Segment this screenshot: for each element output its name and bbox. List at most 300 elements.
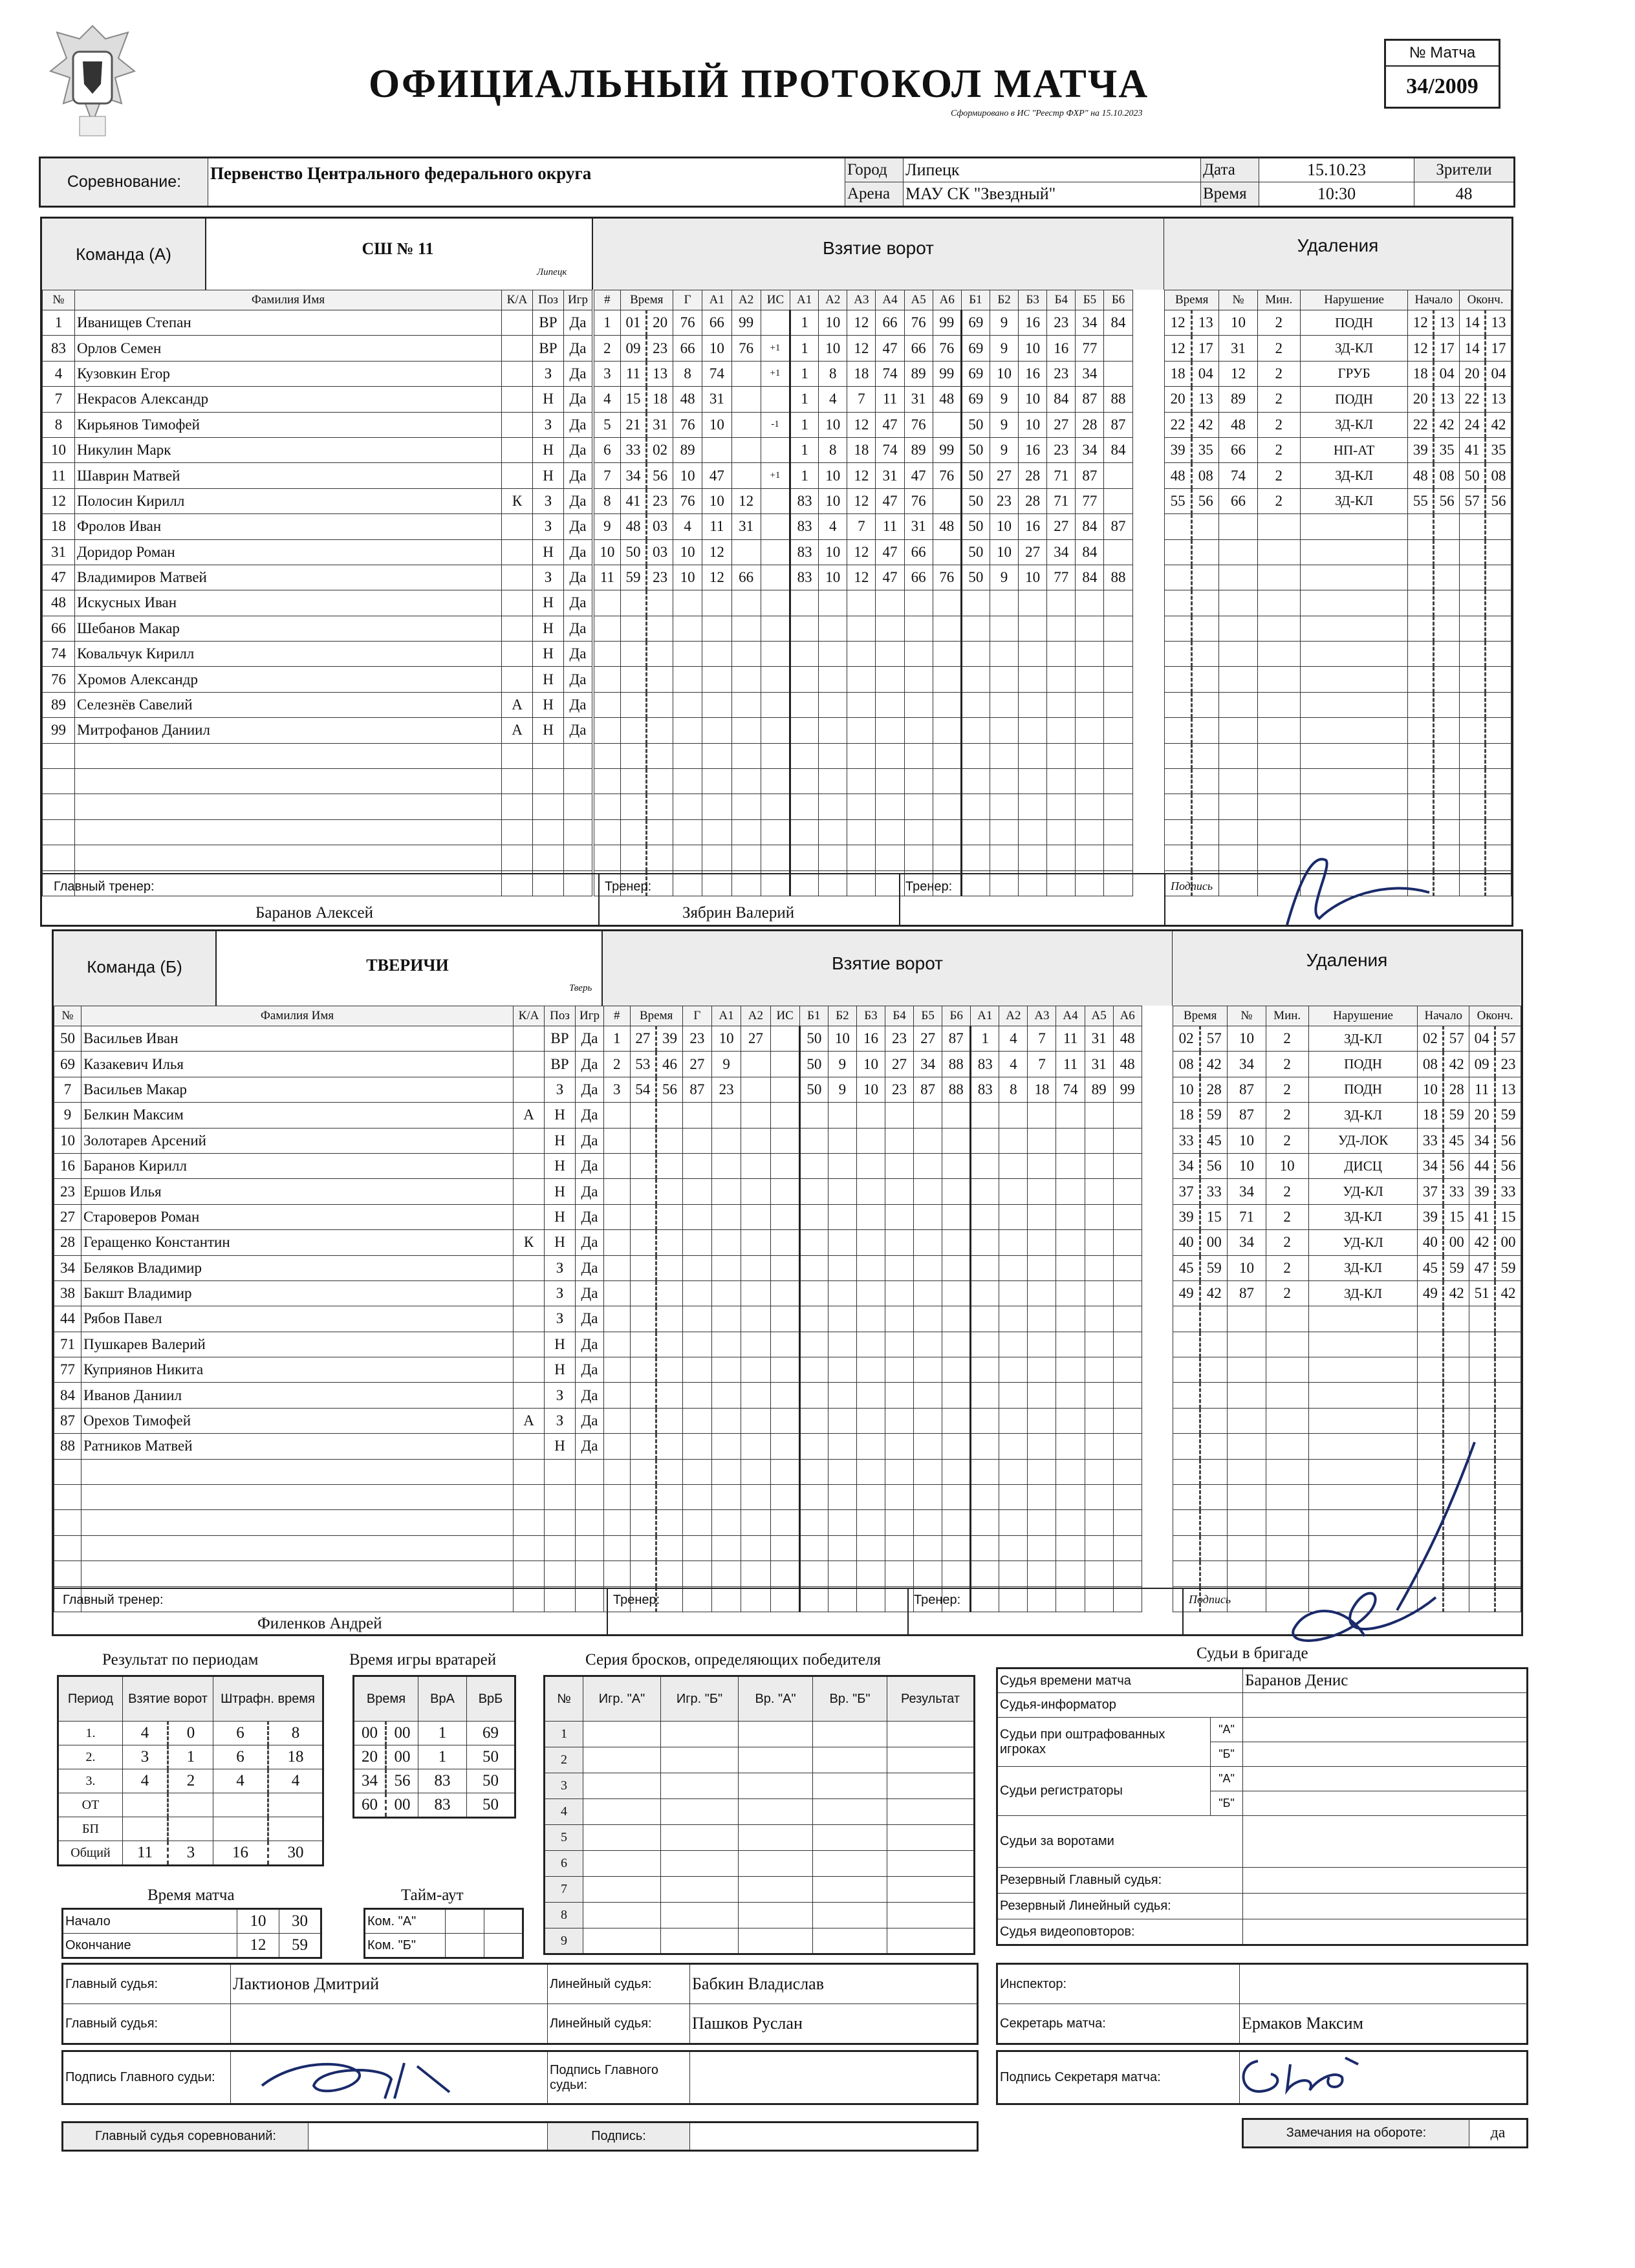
goal-situation [770, 1153, 799, 1178]
penalty-player [1219, 743, 1257, 768]
team-a-coach-signature [1281, 841, 1436, 931]
player-position [545, 1459, 576, 1484]
penalty-player: 10 [1228, 1026, 1266, 1052]
on-ice-opp [961, 667, 990, 692]
goal-assist2 [741, 1255, 770, 1280]
end-label: Окончание [63, 1934, 237, 1958]
timeout-table [363, 1908, 524, 1959]
goal-minute [630, 1280, 656, 1306]
goal-minute [630, 1332, 656, 1357]
roster-row [43, 336, 592, 361]
penalty-end-sec: 35 [1486, 437, 1511, 462]
goal-situation [770, 1280, 799, 1306]
shootout-cell [661, 1903, 739, 1928]
col-ka: К/А [502, 290, 533, 310]
goal-judges-label: Судьи за воротами [997, 1816, 1243, 1868]
goal-row [594, 743, 1162, 768]
player-number [54, 1535, 81, 1561]
on-ice-opp [1028, 1408, 1056, 1433]
arena-value: МАУ СК "Звездный" [904, 182, 1201, 207]
shootout-row [545, 1877, 975, 1903]
penalty-minute [1165, 565, 1192, 590]
penalty-end-sec: 56 [1495, 1153, 1521, 1178]
on-ice-own: 23 [885, 1026, 914, 1052]
on-ice-opp [1028, 1204, 1056, 1229]
on-ice-opp: 10 [990, 514, 1018, 539]
penalty-infraction: УД-КЛ [1308, 1230, 1418, 1255]
on-ice-own [885, 1535, 914, 1561]
on-ice-opp [1056, 1357, 1085, 1383]
on-ice-own [856, 1204, 885, 1229]
roster-row [43, 361, 592, 386]
penalty-player [1228, 1459, 1266, 1484]
goal-minute [630, 1179, 656, 1204]
player-name [81, 1561, 514, 1586]
on-ice-own [933, 590, 961, 616]
goal-second [647, 692, 673, 717]
on-ice-opp: 4 [999, 1052, 1028, 1077]
on-ice-own [828, 1230, 856, 1255]
goal-assist1 [702, 769, 731, 794]
on-ice-own [847, 692, 876, 717]
player-number: 12 [43, 488, 75, 513]
on-ice-opp [1056, 1408, 1085, 1433]
team-b-coach-signature [1268, 1436, 1481, 1649]
penalty-row [1165, 463, 1511, 488]
penalty-row [1173, 1255, 1521, 1280]
goal-situation [761, 692, 790, 717]
player-position: З [533, 361, 564, 386]
on-ice-opp [1028, 1280, 1056, 1306]
on-ice-opp: 16 [1047, 336, 1076, 361]
goal-situation [770, 1459, 799, 1484]
penalty-row [1165, 539, 1511, 565]
player-played: Да [564, 667, 592, 692]
goal-scorer [673, 616, 702, 641]
penalty-end-sec [1495, 1357, 1521, 1383]
on-ice-own [799, 1204, 828, 1229]
on-ice-opp [1113, 1561, 1142, 1586]
on-ice-opp [990, 845, 1018, 870]
player-played: Да [564, 642, 592, 667]
on-ice-opp [990, 819, 1018, 845]
goal-number [604, 1306, 631, 1332]
on-ice-opp: 69 [961, 336, 990, 361]
player-played [576, 1459, 604, 1484]
goal-second [656, 1103, 683, 1128]
on-ice-own [847, 819, 876, 845]
pen-col-infraction: Нарушение [1308, 1006, 1418, 1026]
informer-name [1243, 1693, 1528, 1718]
penalty-minutes [1257, 667, 1300, 692]
on-ice-opp [1104, 361, 1132, 386]
player-position: З [533, 565, 564, 590]
penalty-start-min [1408, 642, 1434, 667]
goal-col-situation: ИС [761, 290, 790, 310]
on-ice-own [933, 718, 961, 743]
shootout-row [545, 1799, 975, 1825]
penalty-minute [1165, 718, 1192, 743]
on-ice-opp: 84 [1076, 539, 1104, 565]
on-ice-own [933, 642, 961, 667]
goal-row [604, 1306, 1171, 1332]
penalty-start-sec [1434, 667, 1460, 692]
on-ice-opp [1113, 1103, 1142, 1128]
on-ice-own [914, 1357, 942, 1383]
goal-minute [620, 590, 647, 616]
on-ice-opp: 50 [961, 539, 990, 565]
goal-assist1 [712, 1306, 741, 1332]
team-a-label: Команда (А) [42, 219, 206, 290]
shootout-cell [739, 1825, 813, 1851]
shootout-number: 7 [545, 1877, 583, 1903]
period-name: 1. [58, 1722, 123, 1745]
on-ice-own [942, 1357, 971, 1383]
col-name: Фамилия Имя [75, 290, 502, 310]
goal-situation [761, 718, 790, 743]
goal-situation [761, 769, 790, 794]
penalty-second: 56 [1200, 1153, 1228, 1178]
penalty-end-min [1460, 565, 1486, 590]
penalty-start-min: 10 [1418, 1077, 1444, 1102]
on-ice-opp [1113, 1485, 1142, 1510]
penalty-minutes [1257, 590, 1300, 616]
goal-scorer: 66 [673, 336, 702, 361]
reserve-main [1243, 1868, 1528, 1894]
on-ice-own: 10 [828, 1026, 856, 1052]
col-name: Фамилия Имя [81, 1006, 514, 1026]
coach2-label: Тренер: [905, 880, 953, 894]
on-ice-opp [1047, 642, 1076, 667]
penalty-player [1219, 514, 1257, 539]
penalty-infraction: ГРУБ [1300, 361, 1408, 386]
reserve-main-label: Резервный Главный судья: [997, 1868, 1243, 1894]
goal-minute [620, 794, 647, 819]
shootout-cell [887, 1722, 975, 1747]
penalty-second [1200, 1535, 1228, 1561]
player-number: 71 [54, 1332, 81, 1357]
on-ice-own [933, 769, 961, 794]
player-number: 47 [43, 565, 75, 590]
goal-number: 2 [604, 1052, 631, 1077]
team-a-penalties-header: Удаления [1164, 219, 1511, 290]
player-number: 84 [54, 1383, 81, 1408]
on-ice-own [914, 1306, 942, 1332]
penalty-minute [1165, 692, 1192, 717]
penalty-minute: 45 [1173, 1255, 1200, 1280]
player-number: 66 [43, 616, 75, 641]
goal-scorer [682, 1204, 711, 1229]
period-goals-col: Взятие ворот [123, 1676, 213, 1722]
on-ice-own [828, 1179, 856, 1204]
shootout-number: 1 [545, 1722, 583, 1747]
goal-number: 9 [594, 514, 621, 539]
player-position: Н [533, 616, 564, 641]
on-ice-opp [1028, 1357, 1056, 1383]
goal-second [647, 642, 673, 667]
on-ice-own [856, 1280, 885, 1306]
chief-table [61, 2121, 979, 2152]
penalty-second [1192, 565, 1219, 590]
period-pim-a: 6 [213, 1745, 268, 1769]
roster-row [54, 1026, 604, 1052]
on-ice-own: 1 [790, 412, 819, 437]
on-ice-own: 34 [914, 1052, 942, 1077]
goal-row [594, 336, 1162, 361]
shootout-number: 8 [545, 1903, 583, 1928]
player-played: Да [576, 1077, 604, 1102]
shootout-cell [583, 1747, 661, 1773]
on-ice-own [790, 616, 819, 641]
goal-minute [620, 718, 647, 743]
on-ice-opp [990, 667, 1018, 692]
on-ice-own [942, 1179, 971, 1204]
roster-row [54, 1459, 604, 1484]
penalty-minutes [1266, 1357, 1308, 1383]
on-ice-own [828, 1103, 856, 1128]
on-ice-opp [961, 692, 990, 717]
goal-scorer [682, 1103, 711, 1128]
penalty-minute [1165, 743, 1192, 768]
on-ice-opp [1104, 539, 1132, 565]
player-played: Да [576, 1026, 604, 1052]
penalty-start-min: 39 [1418, 1204, 1444, 1229]
penalty-minute [1173, 1332, 1200, 1357]
goal-number [594, 692, 621, 717]
player-name: Васильев Макар [81, 1077, 514, 1102]
penalty-end-min: 34 [1469, 1128, 1495, 1153]
player-number [54, 1510, 81, 1535]
goal-row [604, 1485, 1171, 1510]
penalty-player [1219, 539, 1257, 565]
on-ice-opp [1085, 1255, 1113, 1280]
goal-scorer [682, 1332, 711, 1357]
penalty-minutes: 2 [1266, 1230, 1308, 1255]
on-ice-opp [971, 1306, 999, 1332]
period-pim-a [213, 1817, 268, 1841]
penalty-end-min [1469, 1408, 1495, 1433]
penalty-end-min: 41 [1460, 437, 1486, 462]
penalty-end-sec: 59 [1495, 1103, 1521, 1128]
goalie-second: 00 [386, 1745, 418, 1769]
penalty-infraction [1300, 769, 1408, 794]
on-ice-opp [1076, 667, 1104, 692]
on-ice-opp [990, 616, 1018, 641]
penalty-minutes [1266, 1332, 1308, 1357]
on-ice-own [885, 1561, 914, 1586]
goal-assist2 [731, 463, 761, 488]
goal-col-own-onice: Б1 [799, 1006, 828, 1026]
on-ice-own [828, 1535, 856, 1561]
timeout-a-sec [484, 1909, 523, 1934]
player-position: З [533, 514, 564, 539]
penalty-end-min [1460, 514, 1486, 539]
on-ice-opp: 28 [1019, 463, 1047, 488]
penalty-infraction: ЗД-КЛ [1300, 336, 1408, 361]
shootout-cell [739, 1851, 813, 1877]
goal-row [594, 819, 1162, 845]
penalty-end-sec [1486, 642, 1511, 667]
goal-second [647, 616, 673, 641]
goal-second: 56 [647, 463, 673, 488]
roster-row [54, 1561, 604, 1586]
on-ice-own [828, 1204, 856, 1229]
on-ice-opp [971, 1280, 999, 1306]
signature-label: Подпись [1189, 1593, 1231, 1606]
goal-second [647, 769, 673, 794]
goal-assist2: 12 [731, 488, 761, 513]
goal-assist1 [712, 1179, 741, 1204]
on-ice-opp: 28 [1076, 412, 1104, 437]
date-value: 15.10.23 [1259, 158, 1414, 182]
on-ice-own: 10 [819, 488, 847, 513]
on-ice-opp: 48 [1113, 1052, 1142, 1077]
on-ice-own: 47 [904, 463, 933, 488]
on-ice-own: 10 [819, 336, 847, 361]
goal-row [594, 642, 1162, 667]
on-ice-opp [1085, 1204, 1113, 1229]
match-info [39, 157, 1515, 208]
player-played: Да [576, 1128, 604, 1153]
on-ice-own [856, 1179, 885, 1204]
penalty-second [1192, 845, 1219, 870]
penalty-row [1165, 692, 1511, 717]
timeout-a-label: Ком. "А" [365, 1909, 446, 1934]
penalty-start-min: 08 [1418, 1052, 1444, 1077]
player-position: Н [533, 387, 564, 412]
player-name: Никулин Марк [75, 437, 502, 462]
player-number: 28 [54, 1230, 81, 1255]
goal-col-opp-onice: Б5 [1076, 290, 1104, 310]
player-name: Рябов Павел [81, 1306, 514, 1332]
player-captain [514, 1280, 545, 1306]
on-ice-own: 76 [933, 463, 961, 488]
on-ice-own [856, 1459, 885, 1484]
goal-situation [761, 437, 790, 462]
penalty-start-sec [1444, 1357, 1469, 1383]
goal-scorer [673, 819, 702, 845]
player-name: Ершов Илья [81, 1179, 514, 1204]
main-ref-label: Главный судья: [63, 1964, 231, 2004]
timeout-title: Тайм-аут [401, 1886, 464, 1904]
goal-situation [770, 1535, 799, 1561]
on-ice-opp [1047, 667, 1076, 692]
goal-number: 8 [594, 488, 621, 513]
goal-row [604, 1357, 1171, 1383]
penalty-end-min [1460, 819, 1486, 845]
on-ice-opp [1047, 794, 1076, 819]
goal-assist1: 10 [712, 1026, 741, 1052]
goal-col-opp-onice: А5 [1085, 1006, 1113, 1026]
player-name: Орехов Тимофей [81, 1408, 514, 1433]
on-ice-opp [1028, 1332, 1056, 1357]
inspector-label: Инспектор: [997, 1964, 1240, 2004]
goal-assist2 [731, 642, 761, 667]
penalty-minute: 48 [1165, 463, 1192, 488]
on-ice-own [933, 488, 961, 513]
on-ice-own: 74 [876, 437, 904, 462]
on-ice-own [828, 1561, 856, 1586]
penalty-end-min: 39 [1469, 1179, 1495, 1204]
on-ice-opp [971, 1230, 999, 1255]
penalty-player [1228, 1485, 1266, 1510]
goal-situation [761, 539, 790, 565]
penalty-infraction: ЗД-КЛ [1308, 1255, 1418, 1280]
goal-scorer [682, 1459, 711, 1484]
goal-minute [630, 1306, 656, 1332]
roster-row [54, 1230, 604, 1255]
on-ice-own: 12 [847, 336, 876, 361]
on-ice-own: 74 [876, 361, 904, 386]
player-position: Н [533, 539, 564, 565]
goal-scorer: 76 [673, 488, 702, 513]
goal-situation [761, 667, 790, 692]
goal-col-own-onice: Б6 [942, 1006, 971, 1026]
remarks-label: Замечания на обороте: [1243, 2119, 1469, 2148]
player-position: Н [533, 667, 564, 692]
goal-minute: 21 [620, 412, 647, 437]
goal-scorer: 8 [673, 361, 702, 386]
player-played [564, 743, 592, 768]
on-ice-own [828, 1280, 856, 1306]
penalty-minute [1165, 514, 1192, 539]
penalty-end-sec: 08 [1486, 463, 1511, 488]
penalty-row [1173, 1383, 1521, 1408]
goal-scorer [673, 590, 702, 616]
player-captain [502, 387, 533, 412]
player-played: Да [564, 412, 592, 437]
on-ice-own [856, 1103, 885, 1128]
player-played: Да [576, 1408, 604, 1433]
on-ice-own [885, 1332, 914, 1357]
goal-scorer [682, 1408, 711, 1433]
penalty-start-sec [1434, 769, 1460, 794]
on-ice-opp [999, 1280, 1028, 1306]
goal-assist1 [712, 1459, 741, 1484]
start-hour: 10 [237, 1909, 279, 1934]
player-captain [502, 642, 533, 667]
goal-col-opp-onice: А3 [1028, 1006, 1056, 1026]
player-number: 77 [54, 1357, 81, 1383]
on-ice-own [799, 1306, 828, 1332]
goal-scorer: 76 [673, 412, 702, 437]
goal-assist1: 10 [702, 488, 731, 513]
scorer-a-label: "А" [1211, 1767, 1243, 1791]
on-ice-own: 1 [790, 437, 819, 462]
player-played: Да [564, 718, 592, 743]
penalty-infraction: ЗД-КЛ [1300, 463, 1408, 488]
player-played: Да [576, 1179, 604, 1204]
on-ice-own [885, 1434, 914, 1459]
on-ice-own: 10 [856, 1077, 885, 1102]
on-ice-opp [1113, 1459, 1142, 1484]
on-ice-opp [1028, 1459, 1056, 1484]
on-ice-opp [1056, 1510, 1085, 1535]
on-ice-own [828, 1485, 856, 1510]
on-ice-own: 1 [790, 463, 819, 488]
on-ice-opp [999, 1434, 1028, 1459]
on-ice-opp: 7 [1028, 1052, 1056, 1077]
goal-number: 11 [594, 565, 621, 590]
goal-col-hash: # [604, 1006, 631, 1026]
on-ice-own: 83 [790, 539, 819, 565]
penalty-minute [1173, 1535, 1200, 1561]
player-captain [502, 845, 533, 870]
goal-assist2 [741, 1408, 770, 1433]
penalty-player [1228, 1408, 1266, 1433]
player-captain [514, 1357, 545, 1383]
on-ice-own: 10 [819, 310, 847, 336]
